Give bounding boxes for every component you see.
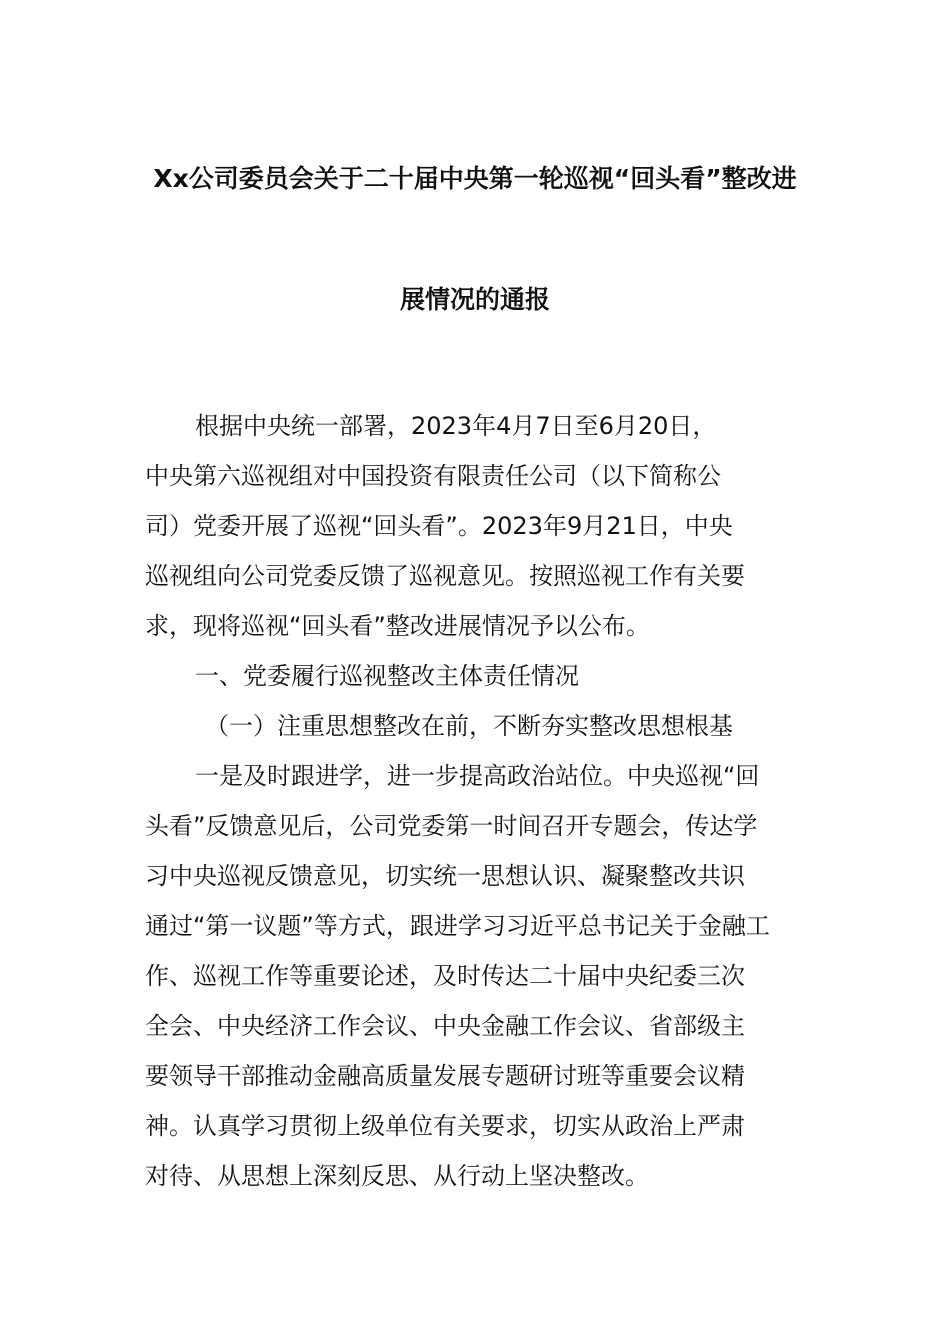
body-line: 巡视组向公司党委反馈了巡视意见。按照巡视工作有关要 bbox=[145, 562, 745, 590]
body-line: 对待、从思想上深刻反思、从行动上坚决整改。 bbox=[145, 1162, 649, 1190]
body-line: 习中央巡视反馈意见，切实统一思想认识、凝聚整改共识 bbox=[145, 862, 745, 890]
body-line: 一是及时跟进学，进一步提高政治站位。中央巡视“回 bbox=[195, 762, 760, 790]
section-heading: 一、党委履行巡视整改主体责任情况 bbox=[195, 662, 579, 690]
document-body bbox=[145, 401, 805, 1201]
body-line: 要领导干部推动金融高质量发展专题研讨班等重要会议精 bbox=[145, 1062, 745, 1090]
body-line: 根据中央统一部署，2023年4月7日至6月20日， bbox=[195, 412, 717, 440]
body-line: 中央第六巡视组对中国投资有限责任公司（以下简称公 bbox=[145, 462, 721, 490]
body-line: 作、巡视工作等重要论述，及时传达二十届中央纪委三次 bbox=[145, 962, 745, 990]
body-line: 司）党委开展了巡视“回头看”。2023年9月21日，中央 bbox=[145, 512, 733, 540]
subsection-heading: （一）注重思想整改在前，不断夯实整改思想根基 bbox=[205, 712, 733, 740]
body-line: 求，现将巡视“回头看”整改进展情况予以公布。 bbox=[145, 612, 650, 640]
body-line: 通过“第一议题”等方式，跟进学习习近平总书记关于金融工 bbox=[145, 912, 770, 940]
document-title-line-1: Xx公司委员会关于二十届中央第一轮巡视“回头看”整改进 bbox=[153, 164, 797, 193]
document-title-line-2: 展情况的通报 bbox=[399, 285, 550, 314]
body-line: 全会、中央经济工作会议、中央金融工作会议、省部级主 bbox=[145, 1012, 745, 1040]
body-line: 头看”反馈意见后，公司党委第一时间召开专题会，传达学 bbox=[145, 812, 758, 840]
body-line: 神。认真学习贯彻上级单位有关要求，切实从政治上严肃 bbox=[145, 1112, 745, 1140]
